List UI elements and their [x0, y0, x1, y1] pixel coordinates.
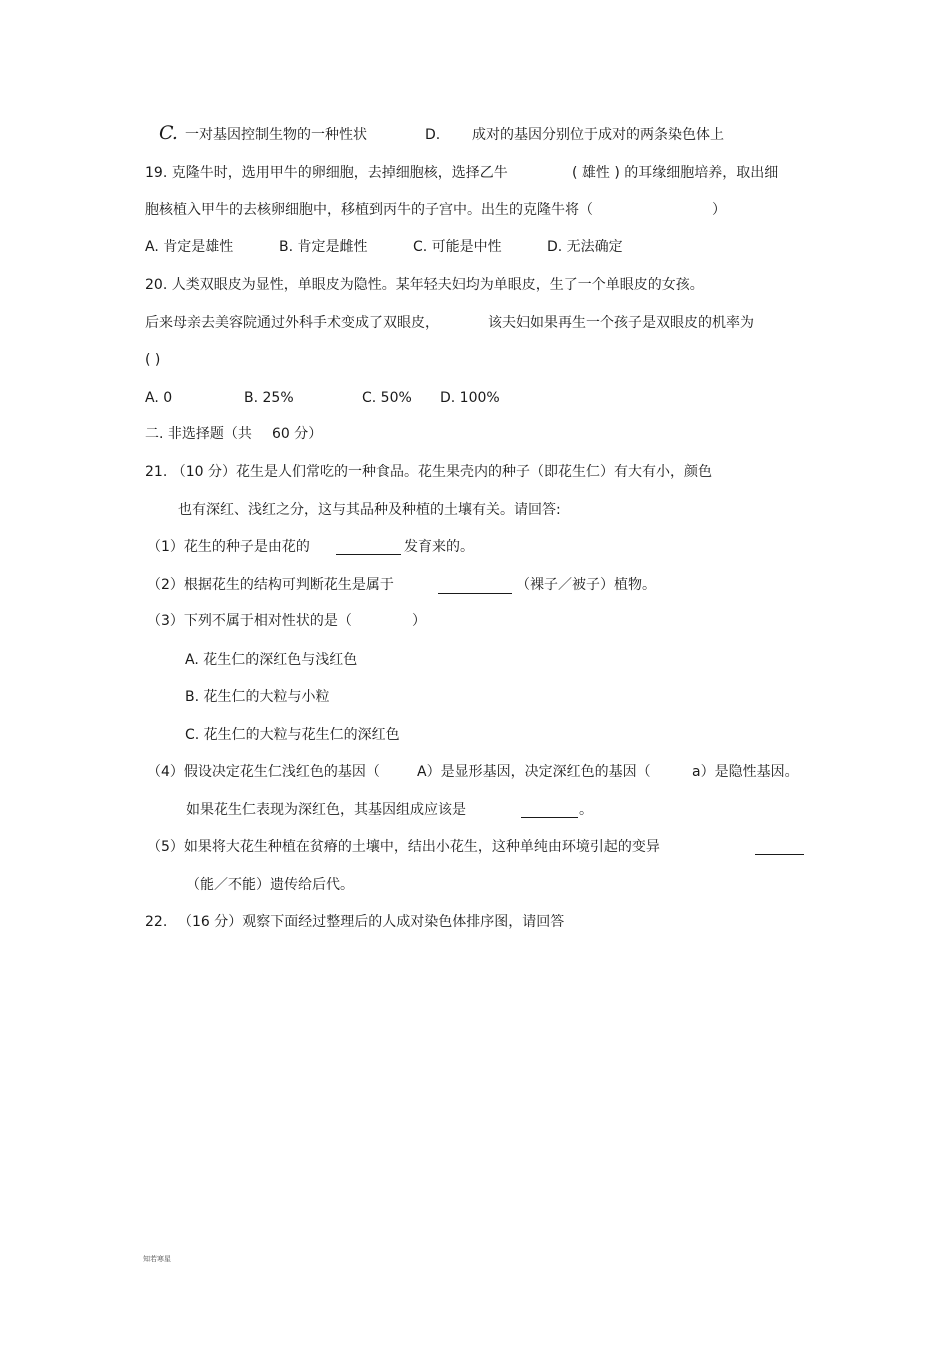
- answer-blank-4[interactable]: [521, 817, 578, 818]
- question-20-line2-part2: 该夫妇如果再生一个孩子是双眼皮的机率为: [488, 315, 754, 331]
- question-19-option-c: C. 可能是中性: [413, 239, 502, 255]
- question-19-option-d: D. 无法确定: [547, 239, 623, 255]
- question-21-line2: 也有深红、浅红之分，这与其品种及种植的土壤有关。请回答:: [178, 502, 561, 518]
- answer-blank-2[interactable]: [438, 593, 512, 594]
- question-19-line1-part2: ( 雄性 ) 的耳缘细胞培养，取出细: [572, 165, 779, 181]
- question-21-sub2-part1: （2）根据花生的结构可判断花生是属于: [147, 577, 394, 593]
- question-21-sub2-part2: （裸子／被子）植物。: [516, 577, 656, 593]
- question-21-sub4-line2-part2: 。: [579, 802, 593, 818]
- question-21-sub5-part1: （5）如果将大花生种植在贫瘠的土壤中，结出小花生，这种单纯由环境引起的变异: [147, 839, 660, 855]
- question-21-sub5-line2: （能／不能）遗传给后代。: [186, 877, 354, 893]
- question-20-line3: ( ): [145, 352, 161, 368]
- question-21-sub4-part3: a）是隐性基因。: [692, 764, 799, 780]
- question-21-sub3-part1: （3）下列不属于相对性状的是（: [147, 613, 352, 629]
- question-20-option-d: D. 100%: [440, 390, 500, 406]
- question-21-sub4-part1: （4）假设决定花生仁浅红色的基因（: [147, 764, 380, 780]
- question-22-number: 22.: [145, 914, 168, 930]
- question-19-line2-part2: ）: [712, 202, 726, 218]
- answer-blank-5[interactable]: [755, 854, 804, 855]
- answer-blank-1[interactable]: [336, 554, 401, 555]
- question-20-option-c: C. 50%: [362, 390, 412, 406]
- question-20-option-b: B. 25%: [244, 390, 294, 406]
- question-21-sub3-part2: ）: [412, 613, 426, 629]
- option-c-letter: C.: [159, 122, 177, 144]
- question-21-sub4-part2: A）是显形基因，决定深红色的基因（: [417, 764, 651, 780]
- question-21-sub3-option-b: B. 花生仁的大粒与小粒: [185, 689, 330, 705]
- option-d-letter: D.: [425, 127, 441, 143]
- question-21-sub1-part1: （1）花生的种子是由花的: [147, 539, 310, 555]
- question-22-text: （16 分）观察下面经过整理后的人成对染色体排序图，请回答: [178, 914, 565, 930]
- question-21-line1: 21. （10 分）花生是人们常吃的一种食品。花生果壳内的种子（即花生仁）有大有小，颜色: [145, 464, 712, 480]
- question-19-option-b: B. 肯定是雌性: [279, 239, 368, 255]
- footer-text: 知若寒星: [143, 1255, 171, 1263]
- question-19-option-a: A. 肯定是雄性: [145, 239, 234, 255]
- question-21-sub4-line2-part1: 如果花生仁表现为深红色，其基因组成应该是: [186, 802, 466, 818]
- question-19-line2-part1: 胞核植入甲牛的去核卵细胞中，移植到丙牛的子宫中。出生的克隆牛将（: [145, 202, 593, 218]
- question-20-line1: 20. 人类双眼皮为显性，单眼皮为隐性。某年轻夫妇均为单眼皮，生了一个单眼皮的女孩。: [145, 277, 704, 293]
- option-c-text: 一对基因控制生物的一种性状: [185, 127, 367, 143]
- question-21-sub3-option-a: A. 花生仁的深红色与浅红色: [185, 652, 358, 668]
- section-2-title-part2: 60 分）: [272, 426, 323, 442]
- option-d-text: 成对的基因分别位于成对的两条染色体上: [472, 127, 724, 143]
- question-20-option-a: A. 0: [145, 390, 173, 406]
- question-21-sub3-option-c: C. 花生仁的大粒与花生仁的深红色: [185, 727, 400, 743]
- question-19-line1-part1: 19. 克隆牛时，选用甲牛的卵细胞，去掉细胞核，选择乙牛: [145, 165, 508, 181]
- section-2-title-part1: 二. 非选择题（共: [145, 426, 252, 442]
- question-21-sub1-part2: 发育来的。: [404, 539, 474, 555]
- question-20-line2-part1: 后来母亲去美容院通过外科手术变成了双眼皮，: [145, 315, 439, 331]
